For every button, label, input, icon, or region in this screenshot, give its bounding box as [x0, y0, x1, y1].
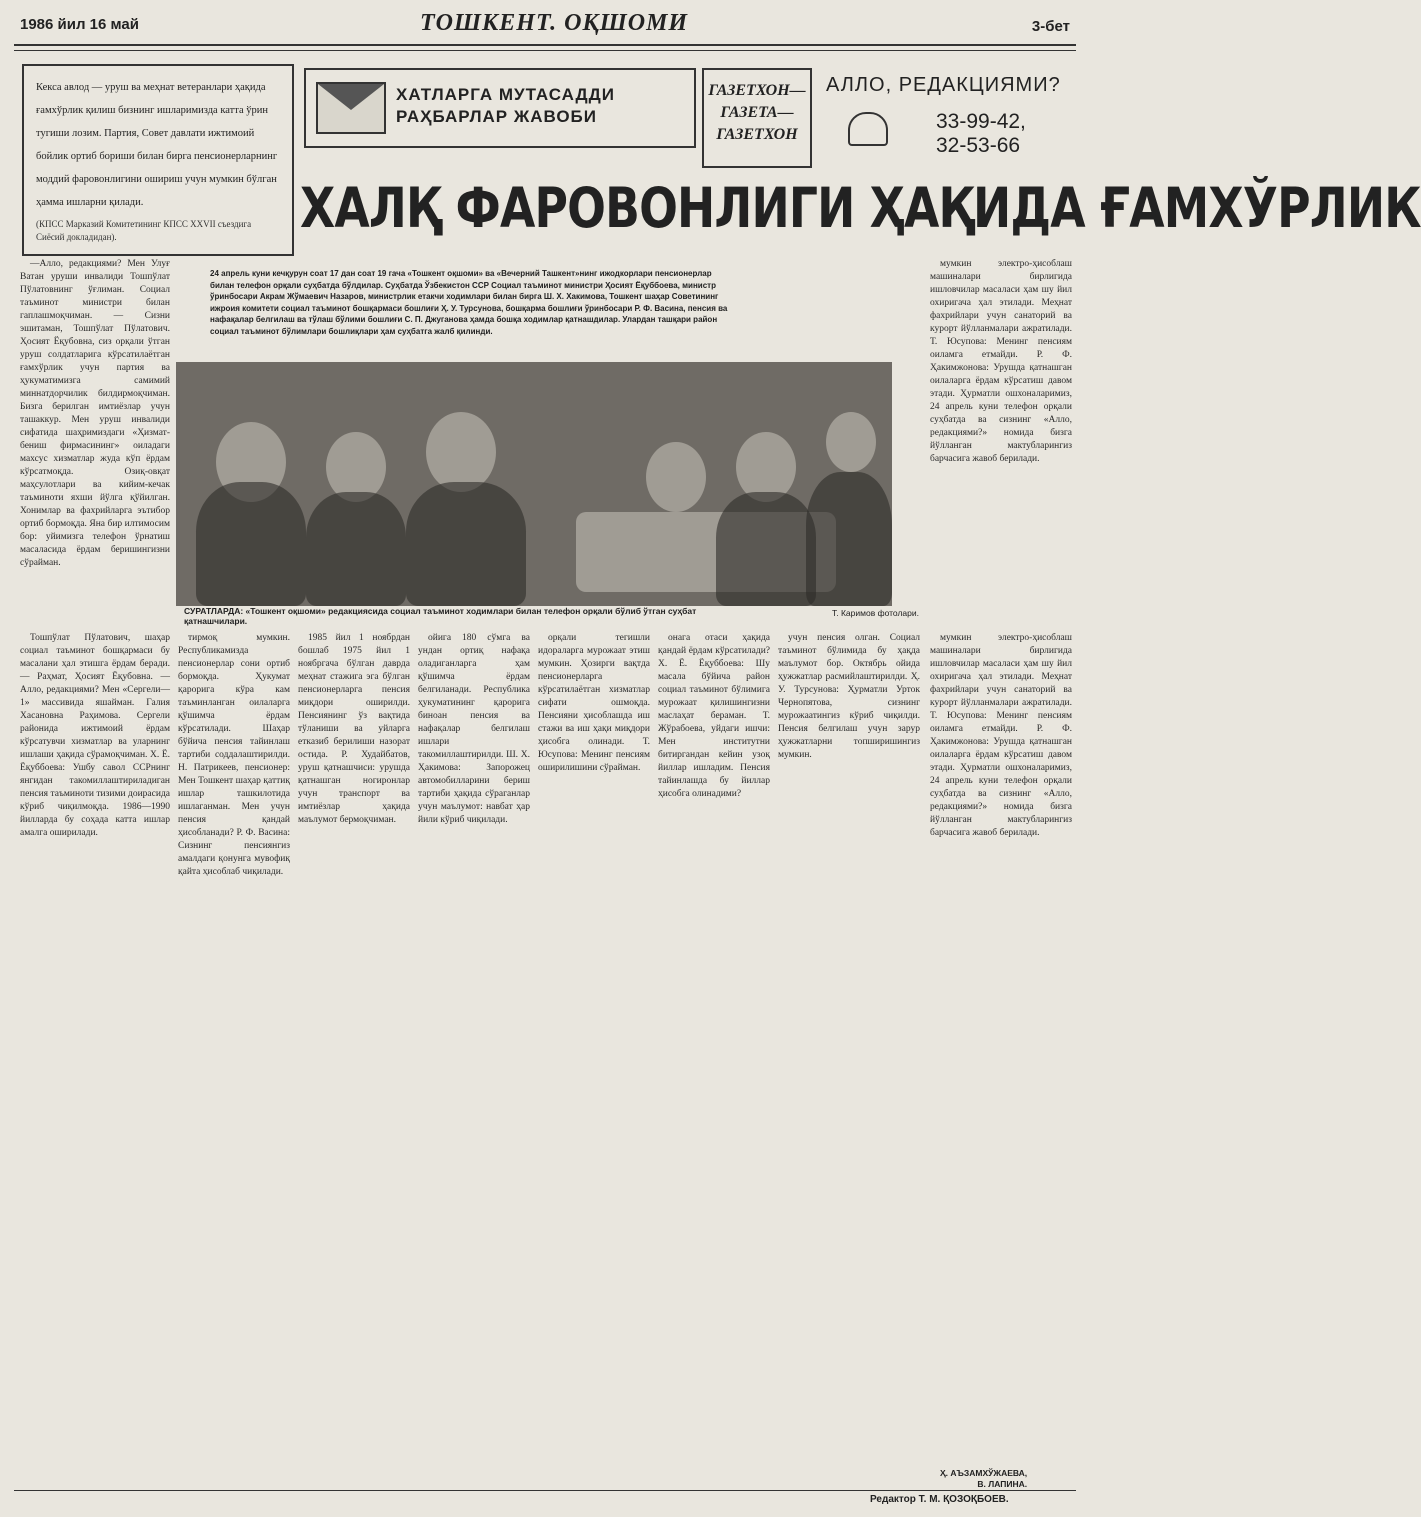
photo-credit: Т. Каримов фотолари. — [832, 608, 919, 618]
column-9-top-text: мумкин электро-ҳисоблаш машиналари бирлигида ишловчилар масаласи ҳам шу йил охиригача ҳал этилади. Меҳнат фахрийлари учун санаторий ва курорт йўлланмалари ажратилади. Т. Юсупова: Менинг пенсиям оиламга етмайди. Р. Ф. Ҳакимжонова: Урушда қатнашган оилаларга ёрдам кўрсатиш давом этади. Ҳурматли ошхоналаримиз, 24 апрель куни телефон орқали суҳбатда ва сизнинг «Алло, редакциями?» номида бизга йўлланган мактубларингиз барчасига жавоб берилади. — [930, 259, 1072, 464]
gazetxon-line-3: ГАЗЕТХОН — [716, 126, 798, 143]
gazetxon-rubric-box — [702, 68, 812, 168]
gazetxon-line-1: ГАЗЕТХОН— — [708, 82, 806, 99]
header-rule-thin — [14, 50, 1076, 51]
column-4-text: 1985 йил 1 ноябрдан бошлаб 1975 йил 1 ноябргача бўлган даврда меҳнат стажига эга бўлган пенсионерларга пенсия миқдори оширилди. Пенсиянинг ўз вақтида тўланиши ва уйларга етказиб берилиши назорат остида. Р. Худайбатов, уруш қатнашчиси: урушда қатнашган ногиронлар учун транспорт ва имтиёзлар ҳақида маълумот бермоқчиман. — [298, 633, 410, 825]
column-7-text: онага отаси ҳақида қандай ёрдам кўрсатилади? Х. Ё. Ёқуббоева: Шу масала бўйича район социал таъминот бўлимига мурожаат қилишингизни маслаҳат бераман. Т. Жўрабоева, уйдаги ишчи: Мен институтни битиргандан кейин узоқ йиллар ишладим. Пенсия тайинлашда бу йиллар ҳисобга олинадими? — [658, 633, 770, 799]
article-column-3 — [178, 632, 290, 1492]
party-quote-box — [22, 64, 294, 256]
column-2-text: Тошпўлат Пўлатович, шаҳар социал таъминот бошқармаси бу масалани ҳал этишга ёрдам беради. — Раҳмат, Ҳосият Ёқубовна. — Алло, редакциями? Мен «Сергели—1» массивида яшайман. Галия Хасановна Раҳимова. Сергели районида ижтимоий ёрдам кўрсатувчи хизматлар ва уларнинг ишлаши ҳақида сўрамоқчиман. Х. Ё. Ёқуббоева: Ушбу савол ССРнинг янгидан такомиллаштириладиган пенсия таъминоти тизими доирасида кўриб чиқилмоқда. 1986—1990 йилларда бу соҳада катта ишлар амалга оширилади. — [20, 633, 170, 838]
authors-signature — [940, 1468, 1027, 1490]
telephone-icon — [848, 112, 888, 146]
column-8-text: учун пенсия олган. Социал таъминот бўлимида бу ҳақда маълумот бор. Октябрь ойида ҳужжатлар расмийлаштирилди. Ҳ. У. Турсунова: Ҳурматли Урток Чернопятова, сизнинг мурожаатингиз кўриб чиқилди. Пенсия белгилаш учун зарур ҳужжатларни топширишингиз мумкин. — [778, 633, 920, 760]
meeting-photo — [176, 362, 892, 606]
page-number: 3-бет — [1031, 18, 1070, 35]
phone-number-2: 32-53-66 — [936, 134, 1021, 157]
article-column-7 — [658, 632, 770, 1492]
column-9-text: мумкин электро-ҳисоблаш машиналари бирлигида ишловчилар масаласи ҳам шу йил охиригача ҳал этилади. Меҳнат фахрийлари учун санаторий ва курорт йўлланмалари ажратилади. Т. Юсупова: Менинг пенсиям оиламга етмайди. Р. Ф. Ҳакимжонова: Урушда қатнашган оилаларга ёрдам кўрсатиш давом этади. Ҳурматли ошхоналаримиз, 24 апрель куни телефон орқали суҳбатда ва сизнинг «Алло, редакциями?» номида бизга йўлланган мактубларингиз барчасига жавоб берилади. — [930, 633, 1072, 838]
column-5-text: ойига 180 сўмга ва ундан ортиқ нафақа оладиганларга ҳам қўшимча ёрдам белгиланади. Республика ҳукуматининг қарорига биноан пенсия ва нафақалар белгилаш ишлари такомиллаштирилди. Ш. Х. Ҳакимова: Запорожец автомобилларини бериш тартиби ҳақида сўраганлар учун маълумот: навбат ҳар йили кўриб чиқилади. — [418, 633, 530, 825]
article-column-6 — [538, 632, 650, 1492]
header-rule — [14, 44, 1076, 46]
editor-credit: Редактор Т. М. ҚОЗОҚБОЕВ. — [870, 1494, 1009, 1505]
letters-rubric-box — [304, 68, 696, 148]
main-headline: ХАЛҚ ФАРОВОНЛИГИ ҲАҚИДА ҒАМХЎРЛИК — [300, 176, 1421, 240]
column-3-text: тирмоқ мумкин. Республикамизда пенсионерлар сони ортиб бормоқда. Ҳукумат қарорига кўра кам таъминланган оилаларга қўшимча ёрдам кўрсатилади. Шаҳар бўйича пенсия тайинлаш тартиби соддалаштирилди. Н. Патрикеев, пенсионер: Мен Тошкент шаҳар қаттиқ ишлар ташкилотида ишлаганман. Мен учун пенсия қандай ҳисобланади? Р. Ф. Васина: Сизнинг пенсиянгиз амалдаги қонунга мувофиқ қайта ҳисоблаб чиқилади. — [178, 633, 290, 877]
gazetxon-line-2: ГАЗЕТА— — [720, 104, 794, 121]
quote-text: Кекса авлод — уруш ва меҳнат ветеранлари ҳақида ғамхўрлик қилиш бизнинг ишларимизда катта ўрин тугиши лозим. Партия, Совет давлати ижтимоий бойлик ортиб бориши билан бирга пенсионерларнинг моддий фаровонлигини ошириш учун мумкин бўлган ҳамма ишларни қилади. — [36, 82, 278, 208]
column-6-text: орқали тегишли идораларга мурожаат этиш мумкин. Ҳозирги вақтда пенсионерларга кўрсатилаётган хизматлар сифати ошмоқда. Пенсияни ҳисоблашда иш стажи ва иш ҳақи миқдори ҳисобга олинади. Т. Юсупова: Менинг пенсиям оширилишини сўрайман. — [538, 633, 650, 773]
letters-line-1: ХАТЛАРГА МУТАСАДДИ — [396, 85, 615, 104]
issue-date: 1986 йил 16 май — [20, 16, 139, 33]
article-intro: 24 апрель куни кечқурун соат 17 дан соат 19 гача «Тошкент оқшоми» ва «Вечерний Ташкент»нинг ижодкорлари пенсионерлар билан телефон орқали суҳбатда бўлдилар. Суҳбатда Ўзбекистон ССР Социал таъминот министри Ҳосият Ёқуббоева, министр ўринбосари Акрам Жўмаевич Назаров, министрлик етакчи ходимлари билан бирга Ш. Х. Хакимова, Тошкент шаҳар Советининг ижроия комитети социал таъминот бошқармаси бошлиғи Ҳ. У. Турсунова, бошқарма бошлиғи ўринбосари Р. Ф. Васина, пенсия ва нафақалар белгилаш ва тўлаш бўлими бошлиғи С. П. Джуганова ҳамда бошқа ходимлар қатнашдилар. Улардан ташқари район социал таъминот бўлимлари бошлиқлари ҳам суҳбатга жалб қилинди. — [210, 269, 728, 336]
allo-rubric-box — [818, 68, 1074, 170]
allo-title: АЛЛО, РЕДАКЦИЯМИ? — [826, 74, 1061, 96]
envelope-icon — [316, 82, 386, 134]
phone-number-1: 33-99-42, — [936, 110, 1026, 133]
quote-source: (КПСС Марказий Комитетининг КПСС XXVII съездига Сиёсий докладидан). — [36, 219, 252, 242]
newspaper-title: ТОШКЕНТ. ОҚШОМИ — [420, 10, 689, 36]
letters-rubric-title — [396, 84, 615, 128]
article-column-8 — [778, 632, 920, 1492]
article-column-9 — [930, 632, 1072, 1462]
article-column-2 — [20, 632, 170, 1492]
page-header — [0, 8, 1090, 44]
author-2: В. ЛАПИНА. — [977, 1479, 1028, 1489]
letters-line-2: РАҲБАРЛАР ЖАВОБИ — [396, 107, 597, 126]
article-column-4 — [298, 632, 410, 1492]
footer-rule — [14, 1490, 1076, 1491]
article-column-5 — [418, 632, 530, 1492]
article-column-9-top — [930, 258, 1072, 628]
author-1: Ҳ. АЪЗАМХЎЖАЕВА, — [940, 1468, 1028, 1478]
column-1-text: —Алло, редакциями? Мен Улуғ Ватан уруши инвалиди Тошпўлат Пўлатовнинг ўғлиман. Социал таъминот министри билан гаплашмоқчиман. — Сизни эшитаман, Тошпўлат Пўлатович. Ҳосият Ёқубовна, сиз орқали ўтган уруш солдатларига кўрсатилаётган ғамхўрлик учун партия ва ҳукуматимизга самимий миннатдорчилик билдирмоқчиман. Бизга берилган имтиёзлар учун ташаккур. Мен уруш инвалиди сифатида шаҳримиздаги «Ҳизмат-бениш фирмасининг» оиладаги махсус хизматлар жуда кўп ёрдам кўрсатмоқда. Озиқ-овқат маҳсулотлари ва кийим-кечак таъминоти яхши йўлга қўйилган. Хонимлар ва фахрийларга эътибор ортиб бормоқда. Яна бир илтимосим бор: уйимизга телефон ўрнатиш масаласида ёрдам беришингизни сўрайман. — [20, 259, 170, 568]
article-column-1 — [20, 258, 170, 628]
photo-caption: СУРАТЛАРДА: «Тошкент оқшоми» редакциясида социал таъминот ходимлари билан телефон орқали бўлиб ўтган суҳбат қатнашчилари. — [184, 606, 697, 626]
